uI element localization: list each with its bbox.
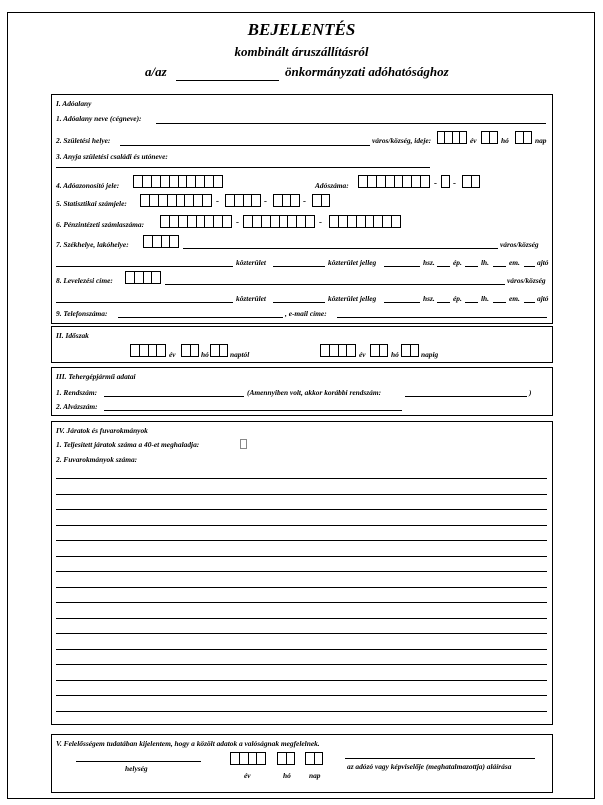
mail-stairs-label: lh. bbox=[481, 294, 490, 303]
documents-line[interactable] bbox=[56, 556, 547, 557]
section-taxpayer bbox=[51, 94, 553, 324]
authority-suffix: önkormányzati adóhatósághoz bbox=[285, 64, 449, 79]
sign-month-boxes[interactable] bbox=[277, 752, 295, 765]
tax-number-boxes-1[interactable] bbox=[358, 175, 430, 188]
bank-account-label: 6. Pénzintézeti számlaszáma: bbox=[56, 220, 145, 229]
mother-name-label: 3. Anyja születési családi és utóneve: bbox=[56, 152, 168, 161]
email-field[interactable] bbox=[337, 317, 547, 318]
seat-door-field[interactable] bbox=[524, 266, 535, 267]
tax-number-label: Adószáma: bbox=[315, 181, 349, 190]
email-label: , e-mail címe: bbox=[285, 309, 327, 318]
birthplace-label: 2. Születési helye: bbox=[56, 136, 111, 145]
dash: - bbox=[303, 196, 306, 206]
from-month-label: hó bbox=[201, 350, 209, 359]
seat-label: 7. Székhelye, lakóhelye: bbox=[56, 240, 129, 249]
seat-street-type-label: közterület jelleg bbox=[328, 258, 377, 267]
sign-year-label: év bbox=[244, 771, 251, 780]
documents-line[interactable] bbox=[56, 680, 547, 681]
name-label: 1. Adóalany neve (cégneve): bbox=[56, 114, 142, 123]
mail-house-number-field[interactable] bbox=[384, 302, 420, 303]
birth-month-label: hó bbox=[501, 136, 509, 145]
seat-street-type-field[interactable] bbox=[273, 266, 325, 267]
seat-stairs-label: lh. bbox=[481, 258, 490, 267]
dash: - bbox=[264, 196, 267, 206]
to-day-boxes[interactable] bbox=[401, 344, 419, 357]
documents-line[interactable] bbox=[56, 571, 547, 572]
phone-field[interactable] bbox=[118, 317, 283, 318]
stat-code-boxes-4[interactable] bbox=[312, 194, 330, 207]
chassis-field[interactable] bbox=[104, 410, 402, 411]
sign-day-boxes[interactable] bbox=[305, 752, 323, 765]
name-field[interactable] bbox=[156, 123, 546, 124]
to-month-label: hó bbox=[391, 350, 399, 359]
seat-city-label: város/község bbox=[500, 240, 539, 249]
mail-street-field[interactable] bbox=[56, 302, 233, 303]
seat-door-label: ajtó bbox=[537, 258, 549, 267]
mail-street-type-field[interactable] bbox=[273, 302, 325, 303]
place-field[interactable] bbox=[76, 761, 201, 762]
documents-line[interactable] bbox=[56, 540, 547, 541]
birth-day-label: nap bbox=[535, 136, 547, 145]
mail-building-label: ép. bbox=[453, 294, 462, 303]
stat-code-boxes-1[interactable] bbox=[140, 194, 212, 207]
from-label: naptól bbox=[230, 350, 250, 359]
mother-name-field[interactable] bbox=[56, 167, 430, 168]
to-year-boxes[interactable] bbox=[320, 344, 356, 357]
seat-zip-boxes[interactable] bbox=[143, 235, 179, 248]
to-year-label: év bbox=[359, 350, 366, 359]
to-label: napig bbox=[421, 350, 439, 359]
seat-street-label: közterület bbox=[236, 258, 266, 267]
form-title: BEJELENTÉS bbox=[247, 20, 356, 39]
authority-name-field[interactable] bbox=[176, 80, 279, 81]
authority-prefix: a/az bbox=[145, 64, 167, 79]
birth-city-time-label: város/község, ideje: bbox=[372, 136, 432, 145]
tax-number-boxes-3[interactable] bbox=[462, 175, 480, 188]
dash: - bbox=[319, 217, 322, 227]
plate-label: 1. Rendszám: bbox=[56, 388, 98, 397]
seat-street-field[interactable] bbox=[56, 266, 233, 267]
previous-plate-close: ) bbox=[529, 388, 532, 397]
mail-street-label: közterület bbox=[236, 294, 266, 303]
seat-city-field[interactable] bbox=[183, 248, 498, 249]
mail-stairs-field[interactable] bbox=[465, 302, 478, 303]
documents-line[interactable] bbox=[56, 525, 547, 526]
documents-line[interactable] bbox=[56, 494, 547, 495]
stat-code-boxes-2[interactable] bbox=[225, 194, 261, 207]
to-month-boxes[interactable] bbox=[370, 344, 388, 357]
tax-number-boxes-2[interactable] bbox=[441, 175, 450, 188]
stat-code-boxes-3[interactable] bbox=[273, 194, 300, 207]
form-subtitle: kombinált áruszállításról bbox=[234, 44, 369, 59]
documents-line[interactable] bbox=[56, 633, 547, 634]
mail-address-label: 8. Levelezési címe: bbox=[56, 276, 113, 285]
mail-city-label: város/község bbox=[507, 276, 546, 285]
birthplace-field[interactable] bbox=[120, 145, 370, 146]
trips-over-40-checkbox[interactable] bbox=[240, 439, 247, 449]
documents-line[interactable] bbox=[56, 664, 547, 665]
plate-field[interactable] bbox=[104, 396, 244, 397]
birth-month-boxes[interactable] bbox=[481, 131, 498, 144]
documents-line[interactable] bbox=[56, 618, 547, 619]
documents-line[interactable] bbox=[56, 478, 547, 479]
from-month-boxes[interactable] bbox=[181, 344, 199, 357]
previous-plate-label: (Amennyiben volt, akkor korábbi rendszám: bbox=[247, 388, 382, 397]
mail-floor-label: em. bbox=[509, 294, 520, 303]
signature-field[interactable] bbox=[345, 758, 535, 759]
documents-line[interactable] bbox=[56, 649, 547, 650]
mail-zip-boxes[interactable] bbox=[125, 271, 161, 284]
place-label: helység bbox=[125, 764, 148, 773]
sign-day-label: nap bbox=[309, 771, 321, 780]
mail-street-type-label: közterület jelleg bbox=[328, 294, 377, 303]
bank-account-boxes-1[interactable] bbox=[160, 215, 232, 228]
tax-id-boxes[interactable] bbox=[133, 175, 223, 188]
documents-line[interactable] bbox=[56, 602, 547, 603]
section-vehicle-heading: III. Tehergépjármű adatai bbox=[56, 372, 136, 381]
section-period-heading: II. Időszak bbox=[56, 331, 89, 340]
from-year-boxes[interactable] bbox=[130, 344, 166, 357]
dash: - bbox=[434, 178, 437, 188]
documents-line[interactable] bbox=[56, 711, 547, 712]
tax-id-label: 4. Adóazonosító jele: bbox=[56, 181, 120, 190]
declaration-text: V. Felelősségem tudatában kijelentem, hogy a közölt adatok a valóságnak megfelelnek. bbox=[56, 739, 320, 748]
dash: - bbox=[236, 217, 239, 227]
phone-label: 9. Telefonszáma: bbox=[56, 309, 108, 318]
previous-plate-field[interactable] bbox=[405, 396, 527, 397]
signature-label: az adózó vagy képviselője (meghatalmazottja) aláírása bbox=[347, 762, 512, 771]
bank-account-boxes-2[interactable] bbox=[243, 215, 315, 228]
mail-door-label: ajtó bbox=[537, 294, 549, 303]
section-taxpayer-heading: I. Adóalany bbox=[56, 99, 92, 108]
stat-code-label: 5. Statisztikai számjele: bbox=[56, 199, 127, 208]
section-period bbox=[51, 326, 553, 363]
from-day-boxes[interactable] bbox=[210, 344, 228, 357]
documents-line[interactable] bbox=[56, 695, 547, 696]
seat-house-number-label: hsz. bbox=[423, 258, 435, 267]
sign-month-label: hó bbox=[283, 771, 291, 780]
mail-city-field[interactable] bbox=[165, 284, 505, 285]
sign-year-boxes[interactable] bbox=[230, 752, 266, 765]
birth-year-label: év bbox=[470, 136, 477, 145]
birth-day-boxes[interactable] bbox=[515, 131, 532, 144]
seat-floor-field[interactable] bbox=[493, 266, 506, 267]
dash: - bbox=[453, 178, 456, 188]
mail-house-number-label: hsz. bbox=[423, 294, 435, 303]
documents-line[interactable] bbox=[56, 587, 547, 588]
seat-stairs-field[interactable] bbox=[465, 266, 478, 267]
trips-over-40-label: 1. Teljesített járatok száma a 40-et meghaladja: bbox=[56, 440, 200, 449]
mail-floor-field[interactable] bbox=[493, 302, 506, 303]
seat-building-label: ép. bbox=[453, 258, 462, 267]
seat-floor-label: em. bbox=[509, 258, 520, 267]
birth-year-boxes[interactable] bbox=[437, 131, 467, 144]
mail-building-field[interactable] bbox=[437, 302, 450, 303]
dash: - bbox=[216, 196, 219, 206]
documents-count-label: 2. Fuvarokmányok száma: bbox=[56, 455, 138, 464]
chassis-label: 2. Alvázszám: bbox=[56, 402, 98, 411]
documents-line[interactable] bbox=[56, 509, 547, 510]
seat-building-field[interactable] bbox=[437, 266, 450, 267]
seat-house-number-field[interactable] bbox=[384, 266, 420, 267]
from-year-label: év bbox=[169, 350, 176, 359]
bank-account-boxes-3[interactable] bbox=[329, 215, 401, 228]
mail-door-field[interactable] bbox=[524, 302, 535, 303]
section-trips-heading: IV. Járatok és fuvarokmányok bbox=[56, 426, 148, 435]
